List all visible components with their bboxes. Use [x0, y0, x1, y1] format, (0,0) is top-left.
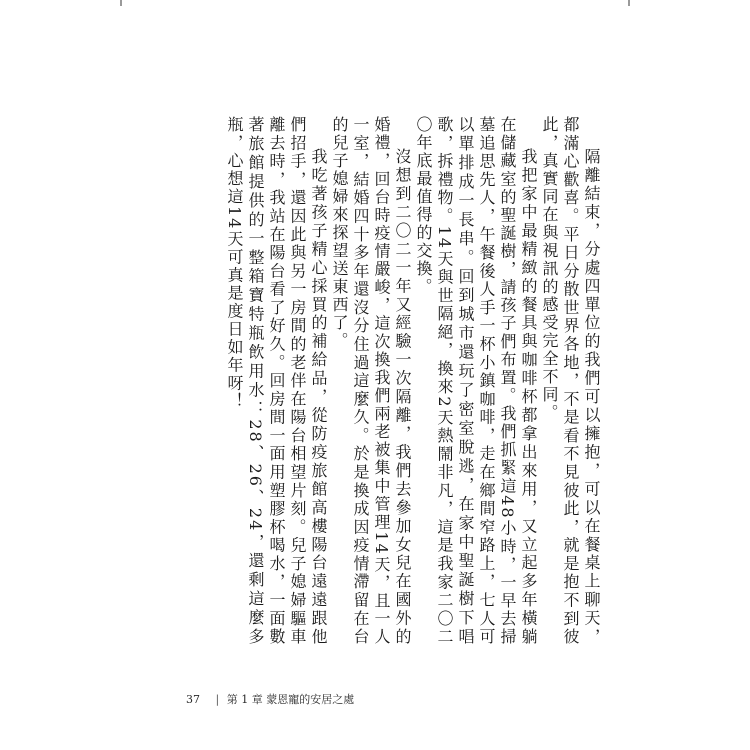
crop-mark-left — [120, 0, 122, 6]
crop-mark-right — [628, 0, 630, 6]
paragraph-1: 隔離結束，分處四單位的我們可以擁抱，可以在餐桌上聊天，都滿心歡喜。平日分散世界各地，不是看不見彼此，就是抱不到彼此，真實同在與視訊的感受完全不同。 — [540, 116, 601, 646]
paragraph-2: 我把家中最精緻的餐具與咖啡杯都拿出來用，又立起多年橫躺在儲藏室的聖誕樹，請孩子們布置。我們抓緊這48小時，一早去掃墓追思先人，午餐後人手一杯小鎮咖啡，走在鄉間窄路上，七人可以單排成一長串。回到城市還玩了密室脫逃，在家中聖誕樹下唱歌，拆禮物。14天與世隔絕，換來2天熱鬧非凡，這是我家二〇二〇年底最值得的交換。 — [414, 116, 538, 646]
paragraph-4: 我吃著孩子精心採買的補給品，從防疫旅館高樓陽台遠遠跟他們招手，還因此與另一房間的老伴在陽台相望片刻。兒子媳婦驅車離去時，我站在陽台看了好久。回房間一面用塑膠杯喝水，一面數著旅館提供的一整箱寶特瓶飲用水：28、26、24，還剩這麼多瓶，心想這14天可真是度日如年呀！ — [225, 116, 328, 646]
page-footer — [186, 691, 354, 707]
page-number: 37 — [186, 693, 200, 706]
footer-separator: | — [215, 693, 220, 706]
paragraph-3: 沒想到二〇二一年又經驗一次隔離，我們去參加女兒在國外的婚禮，回台時疫情嚴峻，這次換我們兩老被集中管理14天，且一人一室，結婚四十多年還沒分住過這麼久。於是換成因疫情滯留在台的兒子媳婦來探望送東西了。 — [330, 116, 412, 646]
vertical-text-body — [172, 116, 602, 646]
chapter-title: 第 1 章 蒙恩寵的安居之處 — [226, 693, 355, 706]
